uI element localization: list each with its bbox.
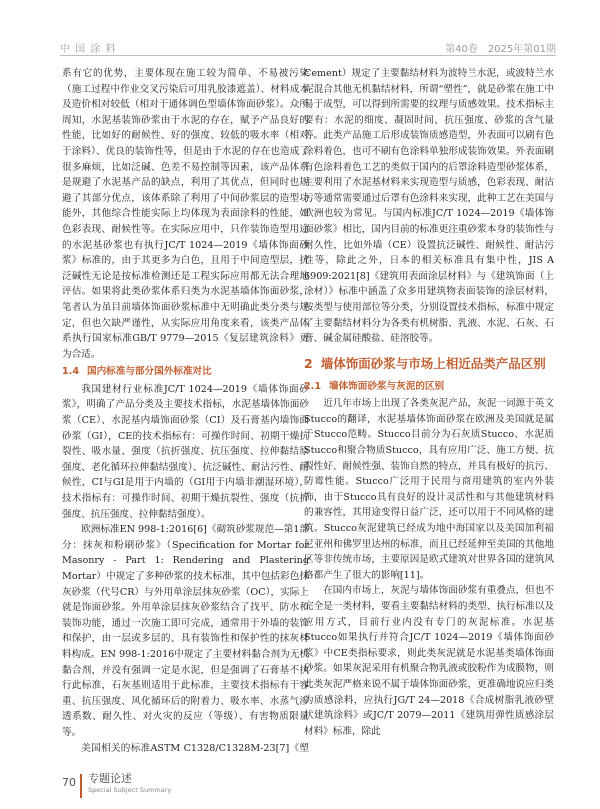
issue-info: 第40卷 2025年第01期	[445, 44, 556, 55]
section-number: 1.4	[62, 366, 79, 378]
section-heading-1-4	[62, 364, 309, 380]
section-heading-2	[304, 355, 554, 373]
paragraph: 系有它的优势，主要体现在施工较为简单、不易被污染（施工过程中作业交叉污染后可用乳胶漆遮盖）、材料成本及造价相对较低（相对于通体调色型墙体饰面砂浆）。众所周知，水泥基装饰砂浆由于水泥的存在，赋予产品良好的性能，比如好的耐候性、好的强度、较低的吸水率（相对于涂料）、优良的装饰性等，但是由于水泥的存在也造成了很多麻烦，比如泛碱、色差不易控制等因素，该产品体系是规避了水泥基产品的缺点，利用了其优点，但同时也规避了其部分优点，该体系除了利用了中间砂浆层的造型功能外，其他综合性能实际上均体现为表面涂料的性能，如色彩表现、耐候性等。在实际应用中，只作装饰造型用途的水泥基砂浆也有执行JC/T 1024—2019《墙体饰面砂浆》标准的，由于其更多为白色，且用于中间造型层，抗泛碱性无论是按标准检测还是工程实际应用都无法合理地评估。如果将此类砂浆体系归类为水泥基墙体饰面砂浆，笔者认为虽目前墙体饰面砂浆标准中无明确此类分类与规定，但也欠缺严谨性，从实际应用角度来看，该类产品体系执行国家标准GB/T 9779—2015《复层建筑涂料》更为合适。	[62, 68, 309, 360]
paragraph: 欧洲标准EN 998-1:2016[6]《砌筑砂浆规范—第1部分：抹灰和粉刷砂浆》（Specification for Mortar for Masonry - Part 1: Rendering and Plastering Mortar）中规定了多种砂浆的技术标准，其中包括彩色抹灰砂浆（代号CR）与外用单涂层抹灰砂浆（OC），实际上就是饰面砂浆。外用单涂层抹灰砂浆结合了找平、防水和装饰功能，通过一次施工即可完成，通常用于外墙的装饰和保护，由一层或多层的、具有装饰性和保护性的抹灰材料构成。EN 998-1:2016中规定了主要材料黏合剂为无机黏合剂，并没有强调一定是水泥，但是强调了石膏基不执行此标准，石灰基则适用于此标准，主要技术指标有干容重、抗压强度、风化循环后的附着力、吸水率、水蒸气渗透系数、耐久性、对火灾的反应（等级）、有害物质限量等。	[62, 524, 309, 738]
left-column	[62, 66, 309, 756]
paragraph: Cement）规定了主要黏结材料为波特兰水泥，或波特兰水泥混合其他无机黏结材料，所谓“塑性”，就是砂浆在施工中易于成型，可以得到所需要的纹理与质感效果。技术指标主要有：水泥的细度、凝固时间、抗压强度、砂浆的含气量等。此类产品施工后形成装饰质感造型，外表面可以刷有色涂料着色，也可不刷有色涂料单独形成装饰效果。外表面刷有色涂料着色工艺的类似于国内的后罩涂料造型砂浆体系，主要利用了水泥基材料来实现造型与质感，色彩表现、耐沾污等通常需要通过后罩有色涂料来实现，此种工艺在美国与欧洲也较为常见。与国内标准JC/T 1024—2019《墙体饰面砂浆》相比，国内目前的标准更注重砂浆本身的装饰性与耐久性，比如外墙（CE）设置抗泛碱性、耐候性、耐沾污性等，除此之外，日本的相关标准具有集中性，JIS A 6909:2021[8]《建筑用表面涂层材料》与《建筑饰面（上涂材）》标准中涵盖了众多用建筑物表面装饰的涂层材料，按类型与使用部位等分类，分别设置技术指标，标准中规定了主要黏结材料分为各类有机树脂、乳液、水泥、石灰、石膏、碱金属硅酸盐、硅溶胶等。	[304, 68, 554, 345]
paragraph: 近几年市场上出现了各类灰泥产品，灰泥一词源于英文Stucco的翻译，水泥基墙体饰面砂浆在欧洲及美国就是属于Stucco范畴。Stucco目前分为石灰质Stucco、水泥质Stucco和聚合物质Stucco，具有应用广泛、施工方便、抗裂性好、耐候性强、装饰自然的特点，并具有极好的抗污、防霉性能。Stucco广泛用于民用与商用建筑的室内外装饰，由于Stucco具有良好的设计灵活性和与其他建筑材料的兼容性，其用途变得日益广泛，还可以用于不同风格的建筑。Stucco灰泥建筑已经成为地中海国家以及美国加利福尼亚州和佛罗里达州的标准，而且已经延伸至美国的其他地区等非传统市场，主要原因是欧式建筑对世界各国的建筑风格都产生了很大的影响[11]。	[304, 398, 554, 581]
page-footer	[0, 760, 600, 809]
section-heading-2-1	[304, 379, 554, 395]
journal-name: 中 国 涂 料	[60, 44, 117, 55]
section-title: 墙体饰面砂浆与灰泥的区别	[329, 380, 445, 392]
section-label: 专题论述	[88, 772, 132, 785]
right-column	[304, 66, 554, 756]
section-label-en: Special Subject Summary	[88, 786, 172, 794]
paragraph: 在国内市场上，灰泥与墙体饰面砂浆有重叠点，但也不完全是一类材料，要看主要黏结材料的类型、执行标准以及应用方式，目前行业内没有专门的灰泥标准。水泥基Stucco如果执行并符合JC/T 1024—2019《墙体饰面砂浆》中CE类指标要求，则此类灰泥就是水泥基类墙体饰面砂浆。如果灰泥采用有机聚合物乳液或胶粉作为成膜物，则此类灰泥严格来说不属于墙体饰面砂浆，更准确地说应归类为质感涂料，应执行JG/T 24—2018《合成树脂乳液砂壁状建筑涂料》或JC/T 2079—2011《建筑用弹性质感涂层材料》标准，除此	[304, 585, 554, 737]
section-number: 2	[304, 355, 313, 371]
page-number: 70	[62, 776, 76, 789]
page-header	[0, 0, 600, 56]
section-title: 墙体饰面砂浆与市场上相近品类产品区别	[320, 355, 546, 371]
section-number: 2.1	[304, 380, 321, 392]
paragraph: 我国建材行业标准JC/T 1024—2019《墙体饰面砂浆》，明确了产品分类及主要技术指标，水泥基墙体饰面砂浆（CE）、水泥基内墙饰面砂浆（CI）及石膏基内墙饰面砂浆（GI），CE的技术指标有：可操作时间、初期干燥抗裂性、吸水量、强度（抗折强度、抗压强度、拉伸黏结原强度、老化循环拉伸黏结强度）、抗泛碱性、耐沾污性、耐候性，CI与GI是用于内墙的（GI用于内墙非潮湿环境），技术指标有：可操作时间、初期干燥抗裂性、强度（抗折强度、抗压强度、拉伸黏结强度）。	[62, 383, 309, 520]
header-rule	[60, 55, 556, 56]
paragraph: 美国相关的标准ASTM C1328/C1328M-23[7]《塑	[81, 742, 309, 754]
section-title: 国内标准与部分国外标准对比	[87, 366, 212, 378]
footer-accent-bar	[80, 774, 82, 798]
